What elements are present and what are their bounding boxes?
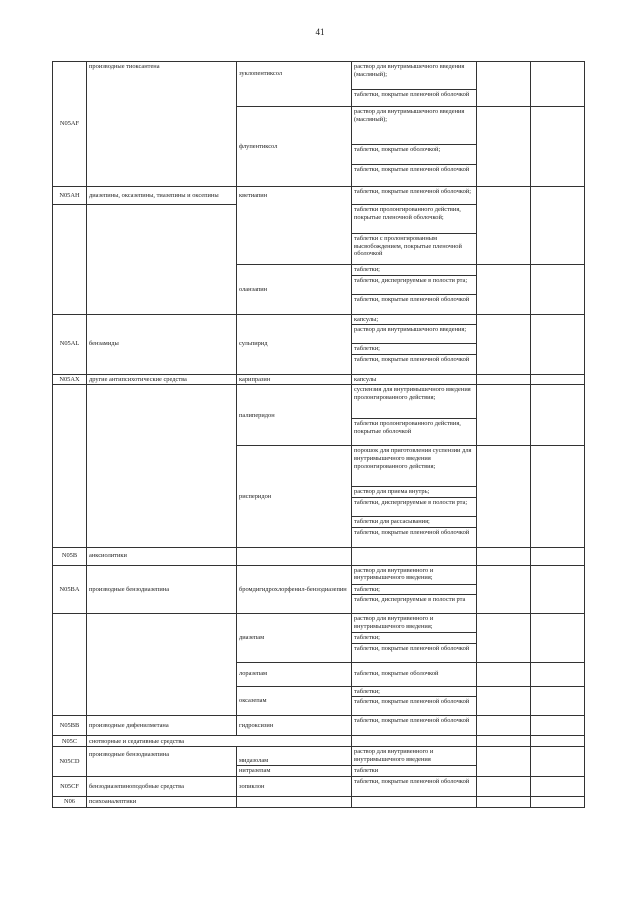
dosage-form: раствор для внутримышечного введения (масляный); [352,107,477,145]
empty-cell [531,716,585,736]
atc-code: N05BB [53,716,87,736]
dosage-form: таблетки с пролонгированным высвобождением, покрытые пленочной оболочкой [352,234,477,265]
drug-name: оланзапин [237,265,352,315]
empty-cell [531,314,585,374]
empty-cell [477,385,531,446]
dosage-form: таблетки; [352,584,477,595]
dosage-form: таблетки для рассасывания; [352,516,477,527]
atc-code: N06 [53,796,87,807]
dosage-form: таблетки, покрытые пленочной оболочкой [352,776,477,796]
dosage-form: таблетки, покрытые пленочной оболочкой [352,697,477,716]
empty-cell [531,187,585,265]
dosage-form: раствор для внутримышечного введения; [352,325,477,344]
drug-name: нитразепам [237,766,352,777]
group-name: анксиолитики [87,547,237,565]
page-number: 41 [315,27,325,37]
empty-cell [477,187,531,265]
atc-code: N05C [53,736,87,747]
atc-code: N05AH [53,187,87,205]
dosage-form: раствор для приема внутрь; [352,487,477,498]
dosage-form: таблетки, покрытые пленочной оболочкой [352,165,477,187]
atc-code: N05BA [53,565,87,614]
dosage-form: таблетки; [352,686,477,697]
atc-code: N05CD [53,747,87,777]
dosage-form: таблетки пролонгированного действия, покрытые пленочной оболочкой; [352,205,477,234]
empty-cell [531,776,585,796]
dosage-form: таблетки; [352,265,477,276]
empty-cell [531,265,585,315]
drug-name: бромдигидрохлорфенил-бензодиазепин [237,565,352,614]
group-name: производные тиоксантена [87,62,237,187]
empty-cell [477,716,531,736]
dosage-form: капсулы; [352,314,477,325]
empty-cell [531,374,585,385]
empty-cell [477,107,531,187]
drug-name: оксазепам [237,686,352,716]
empty-cell [477,614,531,663]
drug-name: лоразепам [237,662,352,686]
empty-cell [352,736,477,747]
empty-cell [352,796,477,807]
dosage-form: порошок для приготовления суспензии для внутримышечного введения пролонгированного действия; [352,446,477,487]
dosage-form: таблетки, покрытые пленочной оболочкой; [352,187,477,205]
group-name: диазепины, оксазепины, тиазепины и оксепины [87,187,237,205]
empty-cell [352,547,477,565]
empty-cell [53,614,87,716]
drug-name: зопиклон [237,776,352,796]
empty-cell [237,547,352,565]
atc-code: N05B [53,547,87,565]
dosage-form: таблетки пролонгированного действия, покрытые оболочкой [352,419,477,446]
empty-cell [531,796,585,807]
dosage-form: таблетки, покрытые пленочной оболочкой [352,294,477,314]
group-name: другие антипсихотические средства [87,374,237,385]
empty-cell [531,385,585,446]
atc-code: N05AL [53,314,87,374]
empty-cell [531,736,585,747]
dosage-form: капсулы [352,374,477,385]
empty-cell [477,736,531,747]
empty-cell [477,446,531,547]
empty-cell [531,446,585,547]
dosage-form: таблетки; [352,633,477,644]
drug-name: гидроксизин [237,716,352,736]
atc-code: N05AF [53,62,87,187]
group-name: психоаналептики [87,796,237,807]
dosage-form: раствор для внутривенного и внутримышечного введения [352,747,477,766]
dosage-form: раствор для внутривенного и внутримышечного введения; [352,614,477,633]
drug-table [52,61,585,808]
dosage-form: таблетки, диспергируемые в полости рта; [352,275,477,294]
dosage-form: таблетки, диспергируемые в полости рта; [352,497,477,516]
group-name: производные бензодиазепина [87,565,237,614]
empty-cell [87,614,237,716]
empty-cell [531,107,585,187]
empty-cell [477,565,531,614]
empty-cell [531,565,585,614]
dosage-form: раствор для внутримышечного введения (масляный); [352,62,477,90]
dosage-form: таблетки, покрытые пленочной оболочкой [352,90,477,107]
drug-name: сульпирид [237,314,352,374]
drug-name: мидазолам [237,747,352,766]
empty-cell [531,686,585,716]
group-name: снотворные и седативные средства [87,736,352,747]
dosage-form: таблетки, покрытые оболочкой [352,662,477,686]
dosage-form: таблетки, покрытые пленочной оболочкой [352,354,477,374]
empty-cell [477,662,531,686]
dosage-form: таблетки [352,766,477,777]
empty-cell [477,796,531,807]
empty-cell [477,747,531,777]
empty-cell [531,547,585,565]
drug-name: диазепам [237,614,352,663]
empty-cell [87,385,237,547]
atc-code: N05AX [53,374,87,385]
empty-cell [53,385,87,547]
dosage-form: раствор для внутривенного и внутримышечного введения; [352,565,477,584]
dosage-form: таблетки, покрытые оболочкой; [352,145,477,165]
empty-cell [237,796,352,807]
drug-name: кветиапин [237,187,352,265]
drug-name: карипразин [237,374,352,385]
group-name: бензодиазепиноподобные средства [87,776,237,796]
dosage-form: таблетки; [352,344,477,355]
empty-cell [477,62,531,107]
empty-cell [531,747,585,777]
empty-cell [531,614,585,663]
dosage-form: таблетки, покрытые пленочной оболочкой [352,716,477,736]
empty-cell [477,374,531,385]
empty-cell [477,686,531,716]
empty-cell [477,265,531,315]
dosage-form: таблетки, диспергируемые в полости рта [352,595,477,614]
group-name: бензамиды [87,314,237,374]
drug-name: зуклопентиксол [237,62,352,107]
empty-cell [477,547,531,565]
drug-name: флупентиксол [237,107,352,187]
group-name: производные бензодиазепина [87,747,237,777]
empty-cell [53,205,87,315]
empty-cell [531,662,585,686]
group-name: производные дифенилметана [87,716,237,736]
atc-code: N05CF [53,776,87,796]
empty-cell [477,776,531,796]
empty-cell [87,205,237,315]
empty-cell [531,62,585,107]
empty-cell [477,314,531,374]
drug-name: палиперидон [237,385,352,446]
dosage-form: таблетки, покрытые пленочной оболочкой [352,527,477,547]
dosage-form: суспензия для внутримышечного введения пролонгированного действия; [352,385,477,419]
drug-name: рисперидон [237,446,352,547]
dosage-form: таблетки, покрытые пленочной оболочкой [352,643,477,662]
